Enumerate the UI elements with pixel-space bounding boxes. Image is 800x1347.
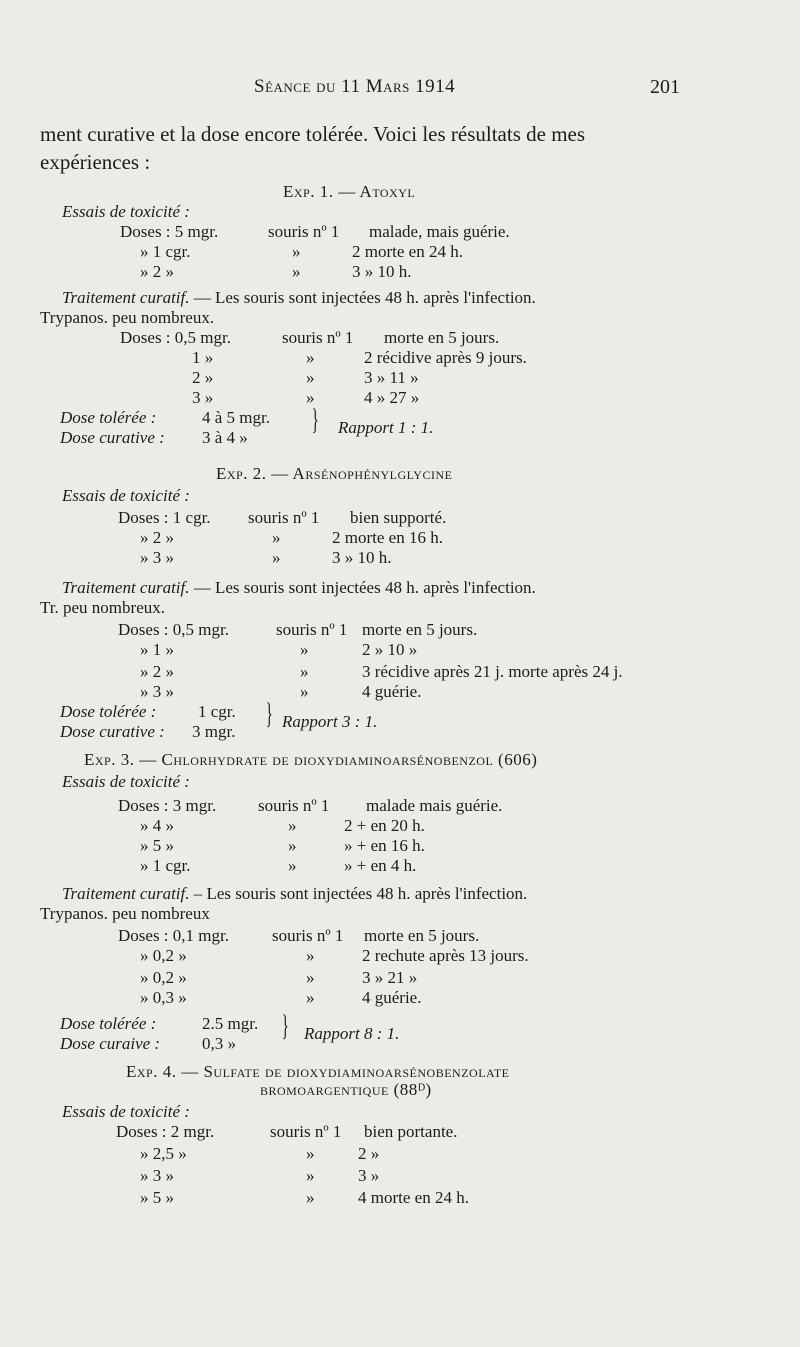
exp2-trypanos: Tr. peu nombreux. xyxy=(40,598,165,617)
exp3-trypanos: Trypanos. peu nombreux xyxy=(40,904,210,923)
exp2-cur-dose: » 1 » xyxy=(140,640,174,659)
exp2-dose-toleree-value: 1 cgr. xyxy=(198,702,236,721)
exp3-tox-result: malade mais guérie. xyxy=(366,796,503,815)
brace-icon: } xyxy=(265,697,273,730)
exp2-tox-souris: » xyxy=(272,548,281,567)
exp2-tox-souris: souris nº 1 xyxy=(248,508,320,527)
exp2-cur-result: 4 guérie. xyxy=(362,682,422,701)
exp1-tox-dose: Doses : 5 mgr. xyxy=(120,222,219,241)
exp1-cur-result: morte en 5 jours. xyxy=(384,328,500,347)
exp3-tox-souris: » xyxy=(288,856,297,875)
exp1-trypanos: Trypanos. peu nombreux. xyxy=(40,308,215,327)
exp3-cur-dose: » 0,2 » xyxy=(140,946,187,965)
exp1-dose-toleree-value: 4 à 5 mgr. xyxy=(202,408,270,427)
exp2-cur-dose: » 2 » xyxy=(140,662,174,681)
exp3-tox-dose: » 5 » xyxy=(140,836,174,855)
exp2-tox-dose: Doses : 1 cgr. xyxy=(118,508,211,527)
page-number: 201 xyxy=(650,76,680,98)
brace-icon: } xyxy=(281,1009,289,1042)
exp4-tox-dose: Doses : 2 mgr. xyxy=(116,1122,215,1141)
exp1-essais-heading: Essais de toxicité : xyxy=(62,202,190,221)
exp2-essais-heading: Essais de toxicité : xyxy=(62,486,190,505)
exp2-cur-result: 2 » 10 » xyxy=(362,640,418,659)
exp3-rapport: Rapport 8 : 1. xyxy=(304,1024,400,1043)
exp2-cur-dose: » 3 » xyxy=(140,682,174,701)
exp1-cur-dose: 2 » xyxy=(192,368,214,387)
exp3-cur-result: 2 rechute après 13 jours. xyxy=(362,946,529,965)
exp2-cur-result: 3 récidive après 21 j. morte après 24 j. xyxy=(362,662,623,681)
exp3-cur-dose: Doses : 0,1 mgr. xyxy=(118,926,229,945)
brace-icon: } xyxy=(311,403,319,436)
exp1-tox-result: 3 » 10 h. xyxy=(352,262,412,281)
exp2-dose-curative-value: 3 mgr. xyxy=(192,722,236,741)
exp2-cur-souris: » xyxy=(300,640,309,659)
exp3-cur-result: 3 » 21 » xyxy=(362,968,418,987)
exp3-tox-dose: » 1 cgr. xyxy=(140,856,191,875)
exp1-tox-souris: souris nº 1 xyxy=(268,222,340,241)
exp2-traitement-text: — Les souris sont injectées 48 h. après l'infection. xyxy=(189,578,536,597)
exp2-cur-result: morte en 5 jours. xyxy=(362,620,478,639)
exp1-traitement xyxy=(62,288,536,308)
exp2-cur-souris: souris nº 1 xyxy=(276,620,348,639)
exp3-cur-souris: » xyxy=(306,988,315,1007)
exp1-tox-souris: » xyxy=(292,262,301,281)
exp2-cur-souris: » xyxy=(300,682,309,701)
exp3-dose-toleree-value: 2.5 mgr. xyxy=(202,1014,259,1033)
exp2-tox-result: 2 morte en 16 h. xyxy=(332,528,443,547)
exp3-tox-souris: souris nº 1 xyxy=(258,796,330,815)
exp1-traitement-text: — Les souris sont injectées 48 h. après l'infection. xyxy=(189,288,536,307)
exp1-cur-result: 3 » 11 » xyxy=(364,368,419,387)
exp4-title-line-2: bromoargentique (88ᴰ) xyxy=(260,1080,432,1099)
running-title: Séance du 11 Mars 1914 xyxy=(254,76,456,97)
exp4-tox-souris: » xyxy=(306,1188,315,1207)
exp4-tox-result: 3 » xyxy=(358,1166,380,1185)
exp4-tox-souris: » xyxy=(306,1144,315,1163)
exp1-dose-curative-label: Dose curative : xyxy=(60,428,165,447)
exp3-tox-result: » + en 16 h. xyxy=(344,836,425,855)
intro-line-1: ment curative et la dose encore tolérée. Voici les résultats de mes xyxy=(40,122,586,146)
exp3-traitement-text: – Les souris sont injectées 48 h. après l'infection. xyxy=(189,884,528,903)
exp1-tox-result: malade, mais guérie. xyxy=(369,222,510,241)
exp2-tox-souris: » xyxy=(272,528,281,547)
exp2-cur-dose: Doses : 0,5 mgr. xyxy=(118,620,229,639)
exp2-tox-dose: » 3 » xyxy=(140,548,174,567)
exp2-cur-souris: » xyxy=(300,662,309,681)
exp3-tox-dose: » 4 » xyxy=(140,816,174,835)
exp3-tox-result: 2 + en 20 h. xyxy=(344,816,425,835)
exp3-title: Exp. 3. — Chlorhydrate de dioxydiaminoarsénobenzol (606) xyxy=(84,750,538,769)
exp3-tox-dose: Doses : 3 mgr. xyxy=(118,796,217,815)
exp1-cur-result: 4 » 27 » xyxy=(364,388,420,407)
exp1-dose-toleree-label: Dose tolérée : xyxy=(60,408,157,427)
exp3-traitement xyxy=(62,884,527,904)
exp1-cur-dose: Doses : 0,5 mgr. xyxy=(120,328,231,347)
exp1-tox-dose: » 2 » xyxy=(140,262,174,281)
exp3-dose-curative-value: 0,3 » xyxy=(202,1034,236,1053)
exp3-tox-souris: » xyxy=(288,836,297,855)
exp4-tox-dose: » 5 » xyxy=(140,1188,174,1207)
exp3-traitement-label: Traitement curatif. xyxy=(62,884,190,903)
exp1-cur-dose: 1 » xyxy=(192,348,214,367)
exp1-dose-curative-value: 3 à 4 » xyxy=(202,428,248,447)
exp1-rapport: Rapport 1 : 1. xyxy=(338,418,434,437)
exp4-tox-result: 2 » xyxy=(358,1144,380,1163)
exp3-cur-result: morte en 5 jours. xyxy=(364,926,480,945)
exp4-tox-result: 4 morte en 24 h. xyxy=(358,1188,469,1207)
exp3-cur-dose: » 0,3 » xyxy=(140,988,187,1007)
exp1-tox-dose: » 1 cgr. xyxy=(140,242,191,261)
exp4-tox-dose: » 3 » xyxy=(140,1166,174,1185)
exp2-traitement xyxy=(62,578,536,598)
exp4-title-line-1: Exp. 4. — Sulfate de dioxydiaminoarsénobenzolate xyxy=(126,1062,510,1081)
exp1-traitement-label: Traitement curatif. xyxy=(62,288,190,307)
exp4-tox-dose: » 2,5 » xyxy=(140,1144,187,1163)
exp3-dose-toleree-label: Dose tolérée : xyxy=(60,1014,157,1033)
exp2-dose-toleree-label: Dose tolérée : xyxy=(60,702,157,721)
exp3-cur-souris: souris nº 1 xyxy=(272,926,344,945)
exp1-cur-souris: » xyxy=(306,388,315,407)
exp3-cur-souris: » xyxy=(306,946,315,965)
exp4-tox-souris: souris nº 1 xyxy=(270,1122,342,1141)
exp2-traitement-label: Traitement curatif. xyxy=(62,578,190,597)
exp2-dose-curative-label: Dose curative : xyxy=(60,722,165,741)
exp1-title: Exp. 1. — Atoxyl xyxy=(283,182,416,201)
exp1-tox-result: 2 morte en 24 h. xyxy=(352,242,463,261)
exp2-rapport: Rapport 3 : 1. xyxy=(282,712,378,731)
exp1-cur-dose: 3 » xyxy=(192,388,214,407)
exp1-tox-souris: » xyxy=(292,242,301,261)
exp3-tox-souris: » xyxy=(288,816,297,835)
exp3-dose-curative-label: Dose curaive : xyxy=(60,1034,161,1053)
intro-line-2: expériences : xyxy=(40,150,151,174)
exp2-title: Exp. 2. — Arsénophénylglycine xyxy=(216,464,453,483)
exp4-tox-result: bien portante. xyxy=(364,1122,458,1141)
exp2-tox-dose: » 2 » xyxy=(140,528,174,547)
exp4-essais-heading: Essais de toxicité : xyxy=(62,1102,190,1121)
exp1-cur-result: 2 récidive après 9 jours. xyxy=(364,348,527,367)
exp2-tox-result: bien supporté. xyxy=(350,508,447,527)
exp3-essais-heading: Essais de toxicité : xyxy=(62,772,190,791)
exp1-cur-souris: souris nº 1 xyxy=(282,328,354,347)
exp4-tox-souris: » xyxy=(306,1166,315,1185)
exp3-cur-result: 4 guérie. xyxy=(362,988,422,1007)
exp3-cur-dose: » 0,2 » xyxy=(140,968,187,987)
exp1-cur-souris: » xyxy=(306,368,315,387)
exp2-tox-result: 3 » 10 h. xyxy=(332,548,392,567)
exp1-cur-souris: » xyxy=(306,348,315,367)
exp3-tox-result: » + en 4 h. xyxy=(344,856,417,875)
exp3-cur-souris: » xyxy=(306,968,315,987)
